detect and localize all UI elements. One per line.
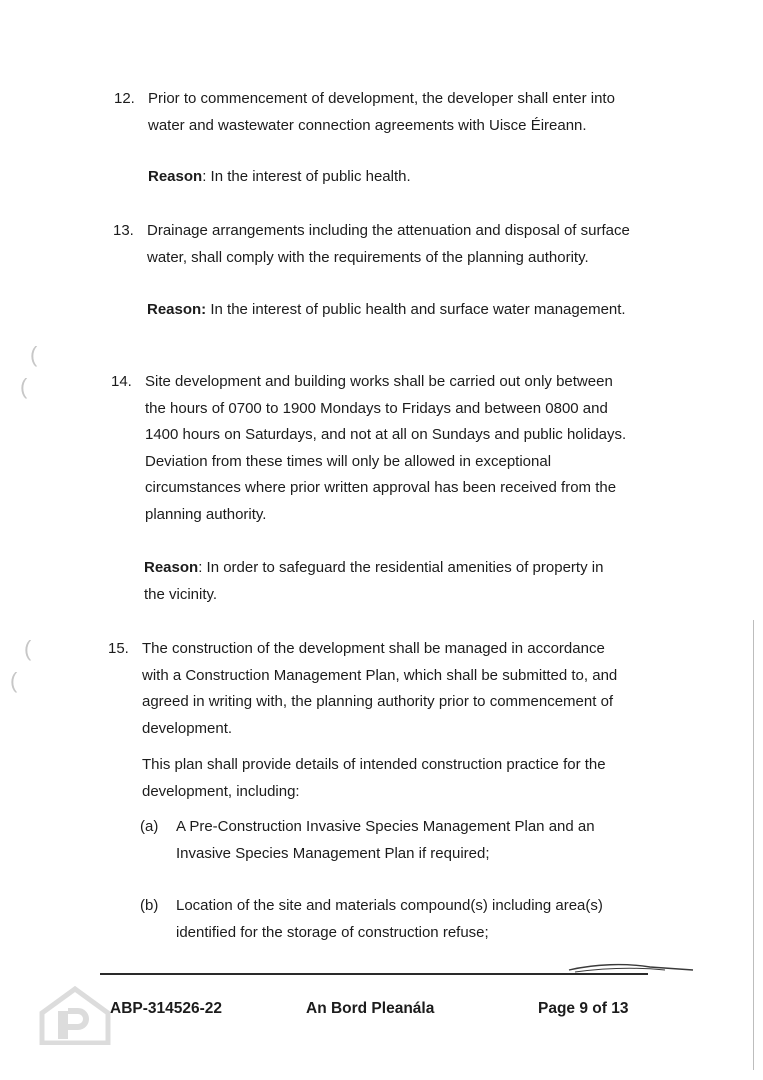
clause-line: Drainage arrangements including the attenuation and disposal of surface	[147, 222, 630, 239]
reason-label: Reason	[144, 559, 199, 576]
clause-line: water, shall comply with the requirements of the planning authority.	[147, 248, 589, 266]
footer-organisation: An Bord Pleanála	[306, 1000, 435, 1017]
subitem-line: A Pre-Construction Invasive Species Management Plan and an	[176, 818, 595, 835]
punch-hole-mark: (	[20, 374, 28, 399]
clause-15-paragraph-2	[142, 752, 642, 805]
footer-reference: ABP-314526-22	[110, 1000, 223, 1017]
reason-13	[147, 297, 626, 324]
punch-hole-mark: (	[24, 636, 32, 661]
subitem-line: Location of the site and materials compound(s) including area(s)	[176, 897, 603, 914]
clause-line: circumstances where prior written approval has been received from the	[145, 479, 617, 496]
clause-line: the hours of 0700 to 1900 Mondays to Fridays and between 0800 and	[145, 399, 608, 417]
reason-text: In the interest of public health and surface water management.	[206, 301, 626, 318]
footer-page-number: Page 9 of 13	[538, 1000, 629, 1017]
punch-hole-mark: (	[30, 342, 38, 367]
subitem-letter: (a)	[140, 818, 159, 835]
reason-12	[148, 164, 411, 191]
punch-hole-mark: (	[10, 668, 18, 693]
clause-line: Prior to commencement of development, the developer shall enter into	[148, 90, 615, 107]
clause-line: planning authority.	[145, 505, 267, 523]
clause-line: with a Construction Management Plan, which shall be submitted to, and	[142, 666, 618, 684]
reason-label: Reason	[148, 168, 203, 185]
clause-number: 15.	[108, 640, 129, 657]
scan-edge-line	[753, 620, 754, 1070]
clause-number: 12.	[114, 90, 135, 107]
subitem-line: Invasive Species Management Plan if required;	[176, 844, 490, 862]
reason-14	[144, 555, 634, 608]
watermark-logo-icon	[36, 985, 114, 1045]
clause-line: 1400 hours on Saturdays, and not at all on Sundays and public holidays.	[145, 426, 627, 443]
clause-line: agreed in writing with, the planning authority prior to commencement of	[142, 693, 614, 710]
clause-number: 14.	[111, 373, 132, 390]
reason-text-line-2: the vicinity.	[144, 585, 218, 603]
clause-line: development.	[142, 719, 233, 737]
clause-line: water and wastewater connection agreements with Uisce Éireann.	[148, 116, 587, 134]
paragraph-line: This plan shall provide details of intended construction practice for the	[142, 756, 606, 773]
reason-text: : In order to safeguard the residential amenities of property in	[198, 559, 604, 576]
reason-label: Reason:	[147, 301, 207, 318]
clause-number: 13.	[113, 222, 134, 239]
initials-signature-mark	[565, 958, 700, 978]
clause-line: The construction of the development shall be managed in accordance	[142, 640, 605, 657]
reason-text: : In the interest of public health.	[202, 168, 411, 185]
subitem-letter: (b)	[140, 897, 159, 914]
clause-line: Site development and building works shall be carried out only between	[145, 373, 613, 390]
subitem-line: identified for the storage of construction refuse;	[176, 923, 489, 941]
clause-line: Deviation from these times will only be allowed in exceptional	[145, 452, 552, 470]
paragraph-line: development, including:	[142, 782, 300, 800]
